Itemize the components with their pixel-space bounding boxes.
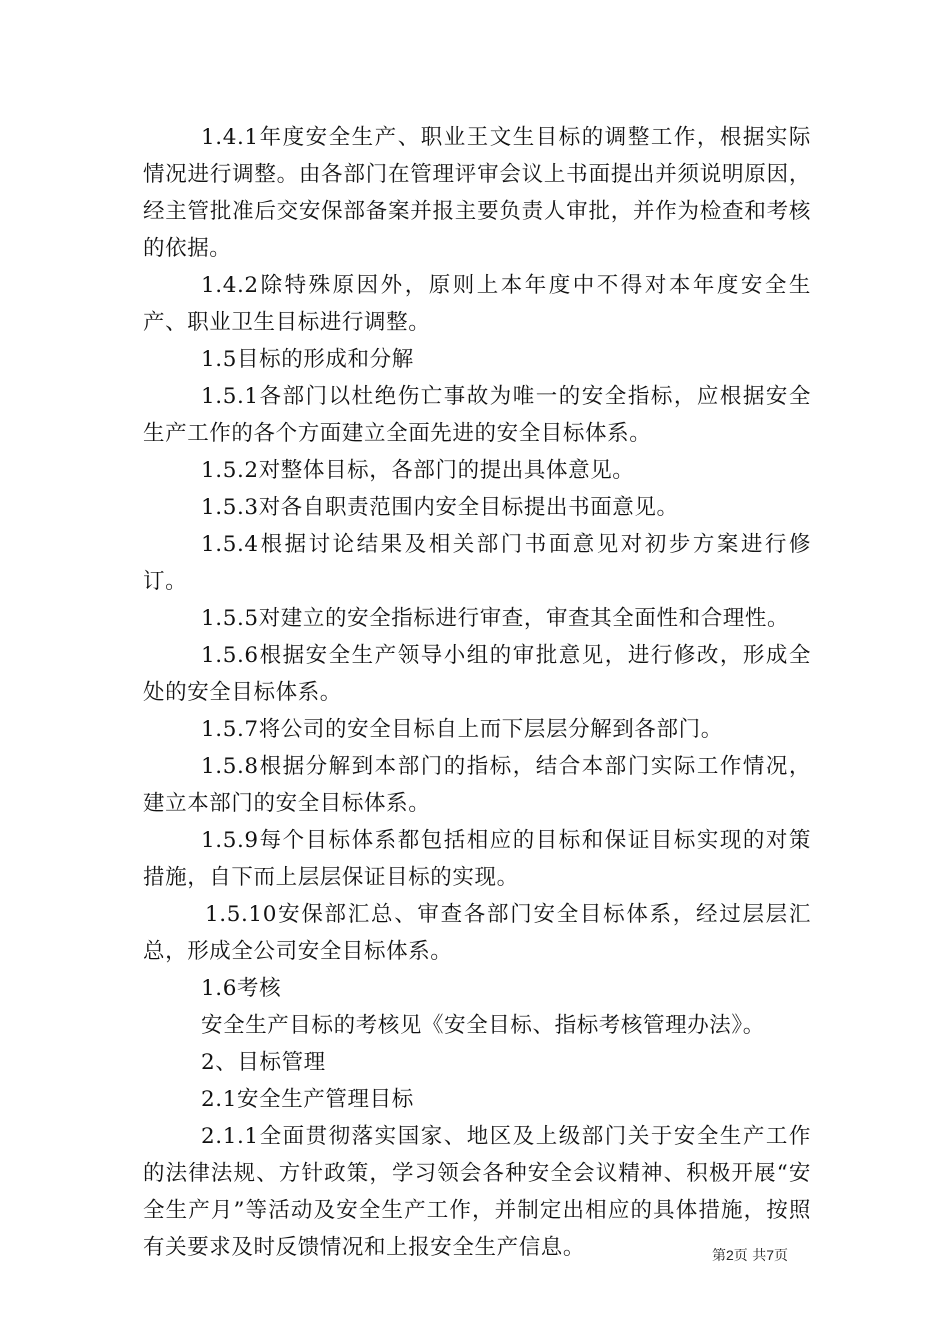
footer-suffix: 页: [774, 1248, 789, 1264]
paragraph-1-4-1: 1.4.1年度安全生产、职业王文生目标的调整工作，根据实际情况进行调整。由各部门在管理评审会议上书面提出并须说明原因，经主管批准后交安保部备案并报主要负责人审批，并作为检查和考核的依据。: [143, 125, 811, 261]
paragraph-1-5-3: 1.5.3对各自职责范围内安全目标提出书面意见。: [201, 495, 679, 520]
heading-2-1: 2.1安全生产管理目标: [201, 1087, 414, 1112]
heading-1-6: 1.6考核: [201, 976, 282, 1001]
footer-prefix: 第: [712, 1248, 726, 1264]
document-body: [143, 119, 811, 1266]
heading-1-5: 1.5目标的形成和分解: [201, 347, 414, 372]
paragraph-1-5-7: 1.5.7将公司的安全目标自上而下层层分解到各部门。: [201, 717, 723, 742]
paragraph-1-5-1: 1.5.1各部门以杜绝伤亡事故为唯一的安全指标，应根据安全生产工作的各个方面建立全面先进的安全目标体系。: [143, 384, 811, 446]
footer-middle: 页 共: [733, 1248, 767, 1264]
paragraph-1-5-9: 1.5.9每个目标体系都包括相应的目标和保证目标实现的对策措施，自下而上层层保证目标的实现。: [143, 828, 811, 890]
footer-total-pages: 7: [766, 1247, 775, 1263]
page-number-footer: [712, 1245, 788, 1265]
paragraph-1-5-5: 1.5.5对建立的安全指标进行审查，审查其全面性和合理性。: [201, 606, 790, 631]
paragraph-1-4-2: 1.4.2除特殊原因外，原则上本年度中不得对本年度安全生产、职业卫生目标进行调整。: [143, 273, 811, 335]
heading-2: 2、目标管理: [201, 1050, 326, 1075]
paragraph-1-5-8: 1.5.8根据分解到本部门的指标，结合本部门实际工作情况，建立本部门的安全目标体系。: [143, 754, 811, 816]
paragraph-1-5-2: 1.5.2对整体目标，各部门的提出具体意见。: [201, 458, 635, 483]
paragraph-assessment: 安全生产目标的考核见《安全目标、指标考核管理办法》。: [201, 1013, 765, 1038]
paragraph-2-1-1: 2.1.1全面贯彻落实国家、地区及上级部门关于安全生产工作的法律法规、方针政策，学习领会各种安全会议精神、积极开展“安全生产月”等活动及安全生产工作，并制定出相应的具体措施，按照有关要求及时反馈情况和上报安全生产信息。: [143, 1124, 811, 1260]
paragraph-1-5-4: 1.5.4根据讨论结果及相关部门书面意见对初步方案进行修订。: [143, 532, 811, 594]
paragraph-1-5-10: 1.5.10安保部汇总、审查各部门安全目标体系，经过层层汇总，形成全公司安全目标体系。: [143, 902, 811, 964]
paragraph-1-5-6: 1.5.6根据安全生产领导小组的审批意见，进行修改，形成全处的安全目标体系。: [143, 643, 811, 705]
footer-current-page: 2: [726, 1247, 734, 1263]
